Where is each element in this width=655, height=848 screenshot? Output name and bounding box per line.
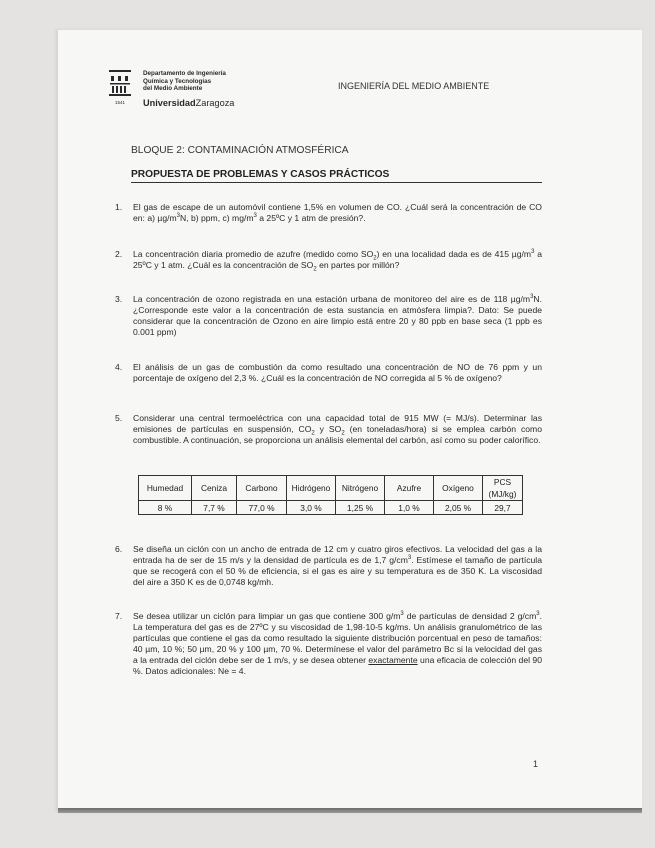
table-cell: 3,0 %	[287, 501, 336, 515]
coal-analysis-table	[138, 475, 523, 515]
problem-number: 5.	[115, 413, 123, 423]
table-row	[139, 501, 523, 515]
table-header-cell: Azufre	[385, 476, 434, 501]
problem-1	[115, 202, 542, 224]
table-cell: 7,7 %	[192, 501, 237, 515]
table-cell: 8 %	[139, 501, 192, 515]
univ-regular: Zaragoza	[195, 98, 235, 108]
problem-text: La concentración de ozono registrada en una estación urbana de monitoreo del aire es de 118 $\mu g/m^3N$. ¿Corresponde este valor a la concentración de esta sustancia en atmósfera limpia?. Dato: Se puede considerar que la concentración de Ozono en aire limpio está entre 20 y 80 ppb en base seca (1 ppb es 0.001 ppm)	[133, 294, 542, 338]
problem-3	[115, 294, 542, 338]
table-header-cell: Ceniza	[192, 476, 237, 501]
problem-number: 1.	[115, 202, 123, 212]
table-cell: 77,0 %	[237, 501, 287, 515]
table-cell: 1,0 %	[385, 501, 434, 515]
table-cell: 1,25 %	[336, 501, 385, 515]
table-header-cell: Nitrógeno	[336, 476, 385, 501]
problem-2	[115, 249, 542, 271]
section-divider	[131, 182, 542, 183]
problem-text: La concentración diaria promedio de azufre (medido como $SO_2$) en una localidad dada es de 415 $\mu g/m^3$ a 25ºC y 1 atm. ¿Cuál es la concentración de $SO_2$ en partes por millón?	[133, 249, 542, 273]
problem-text: Considerar una central termoeléctrica con una capacidad total de 915 MW (= MJ/s). Determinar las emisiones de partículas en suspensión, $CO_2$ y $SO_2$ (en toneladas/hora) si se emplea carbón como combustible. A continuación, se proporciona un análisis elemental del carbón, así como su poder calorífico.	[133, 413, 542, 446]
dept-line-1: Departamento de Ingeniería	[143, 70, 226, 77]
table-header-cell: Hidrógeno	[287, 476, 336, 501]
problem-number: 6.	[115, 544, 123, 554]
problem-text: Se diseña un ciclón con un ancho de entrada de 12 cm y cuatro giros efectivos. La velocidad del gas a la entrada ha de ser de 15 m/s y la densidad de partícula es de 1,7 $g/cm^3$. Estímese el tamaño de partícula que se recogerá con el 50 % de eficiencia, si el gas es aire y su temperatura es de 350 K. La viscosidad del aire a 350 K es de 0,0748 kg/mh.	[133, 544, 542, 588]
problem-4	[115, 362, 542, 384]
block-title: BLOQUE 2: CONTAMINACIÓN ATMOSFÉRICA	[131, 145, 349, 156]
paper-edge	[58, 808, 642, 813]
table-header-cell: Humedad	[139, 476, 192, 501]
problem-7	[115, 611, 542, 678]
problem-number: 3.	[115, 294, 123, 304]
logo-year: 1541	[114, 100, 126, 105]
table-header-cell: Oxígeno	[434, 476, 483, 501]
table-cell: 29,7	[483, 501, 523, 515]
table-header-cell: PCS (MJ/kg)	[483, 476, 523, 501]
problem-6	[115, 544, 542, 588]
department-name	[143, 70, 263, 93]
course-title: INGENIERÍA DEL MEDIO AMBIENTE	[338, 81, 490, 91]
dept-line-2: Química y Tecnologías	[143, 77, 212, 85]
university-crest-icon	[105, 68, 137, 108]
problem-number: 7.	[115, 611, 123, 621]
page-number: 1	[533, 759, 539, 769]
table-cell: 2,05 %	[434, 501, 483, 515]
problem-text: El gas de escape de un automóvil contiene 1,5% en volumen de CO. ¿Cuál será la concentración de CO en: a) $\mu g/m^3N$, b) ppm, c) $mg/m^3$ a 25ºC y 1 atm de presión?.	[133, 202, 542, 224]
dept-line-3: del Medio Ambiente	[143, 85, 203, 93]
section-title: PROPUESTA DE PROBLEMAS Y CASOS PRÁCTICOS	[131, 169, 390, 180]
table-header-row	[139, 476, 523, 501]
problem-text: El análisis de un gas de combustión da como resultado una concentración de NO de 76 ppm y un porcentaje de oxígeno del 2,3 %. ¿Cuál es la concentración de NO corregida al 5 % de oxígeno?	[133, 362, 542, 384]
problem-number: 4.	[115, 362, 123, 372]
university-name	[143, 98, 234, 108]
table-header-cell: Carbono	[237, 476, 287, 501]
problem-text: Se desea utilizar un ciclón para limpiar un gas que contiene 300 $g/m^3$ de partículas de densidad 2 $g/cm^3$. La temperatura del gas es de 27ºC y su viscosidad de 1,98·10-5 kg/ms. Un análisis granulométrico de las partículas que contiene el gas da como resultado la siguiente distribución porcentual en peso de tamaños: 40 µm, 10 %; 50 µm, 20 % y 100 µm, 70 %. Determínese el valor del parámetro Bc si la velocidad del gas a la entrada del ciclón debe ser de 1 m/s, y se desea obtener exactamente una eficacia de colección del 90 %. Datos adicionales: Ne = 4.	[133, 611, 542, 677]
univ-bold: Universidad	[143, 98, 196, 108]
page-header	[105, 68, 555, 110]
problem-5	[115, 413, 542, 446]
problem-number: 2.	[115, 249, 123, 259]
